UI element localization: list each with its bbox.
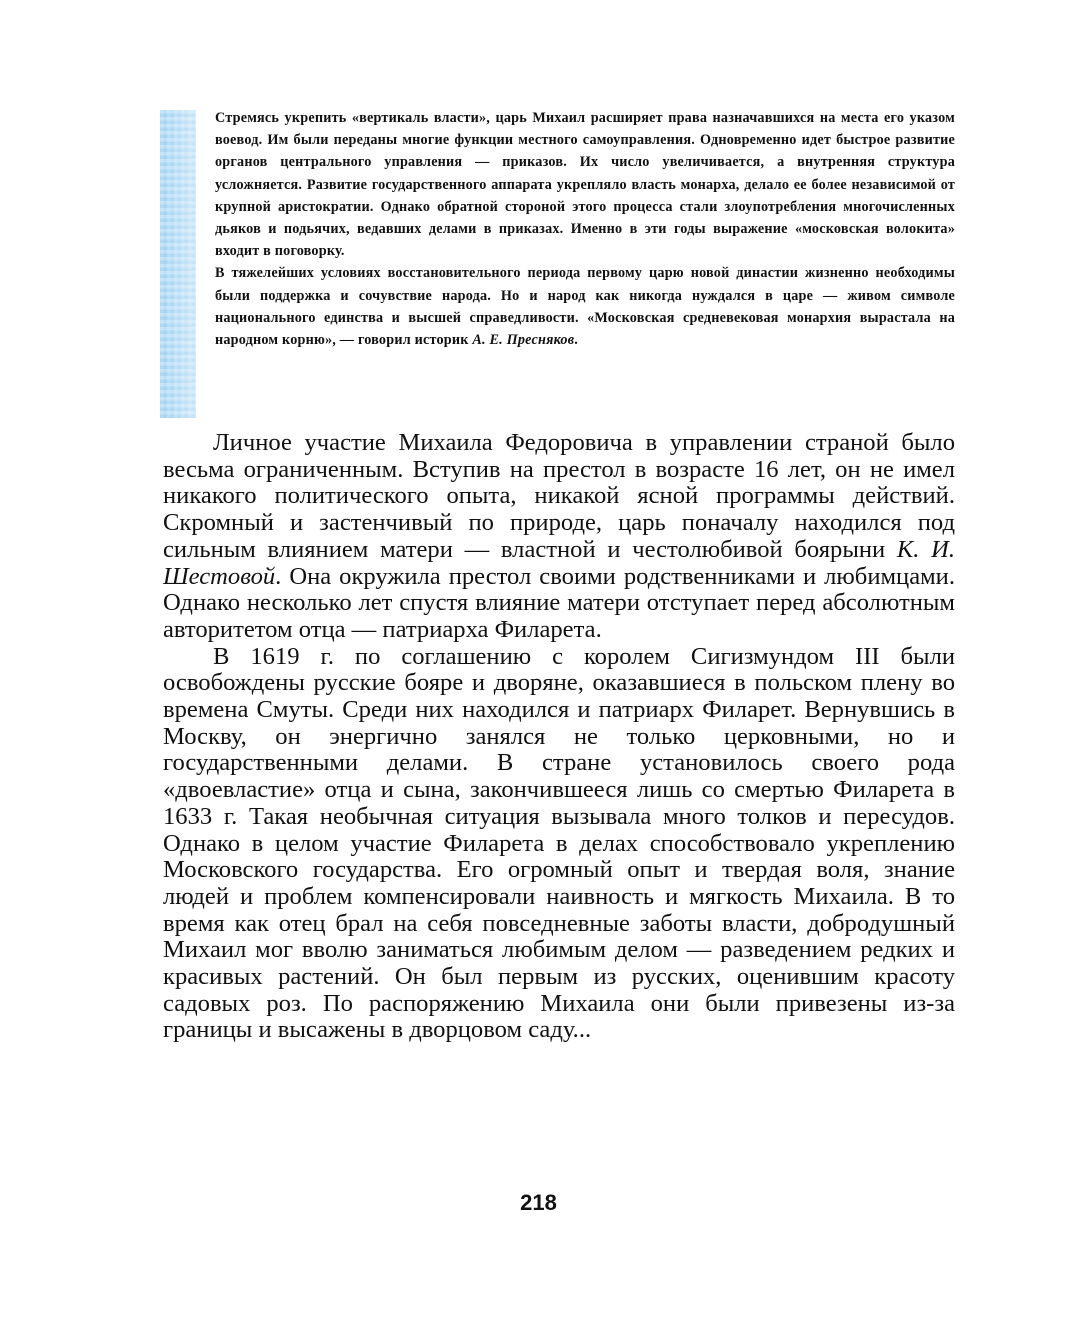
sidebar-note <box>215 107 955 351</box>
sidebar-paragraph-text: Стремясь укрепить «вертикаль власти», царь Михаил расширяет права назначавшихся на места его указом воевод. Им были переданы многие функции местного самоуправления. Одновременно идет быстрое развитие органов центрального управления — приказов. Их число увеличивается, а внутренняя структура усложняется. Развитие государственного аппарата укрепляло власть монарха, делало ее более независимой от крупной аристократии. Однако обратной стороной этого процесса стали злоупотребления многочисленных дьяков и подьячих, ведавших делами в приказах. Именно в эти годы выражение «московская волокита» входит в поговорку. <box>215 110 955 260</box>
sidebar-accent-bar <box>160 110 196 418</box>
body-paragraph <box>163 430 955 644</box>
sidebar-paragraph-text: В тяжелейших условиях восстановительного периода первому царю новой династии жизненно необходимы были поддержка и сочувствие народа. Но и народ как никогда нуждался в царе — живом символе национального единства и высшей справедливости. «Московская средневековая монархия вырастала на народном корню», — говорил историк <box>215 265 955 349</box>
sidebar-paragraph <box>215 107 955 262</box>
body-paragraph-text: Личное участие Михаила Федоровича в управлении страной было весьма ограниченным. Вступив на престол в возрасте 16 лет, он не имел никакого политического опыта, никакой ясной программы действий. Скромный и застенчивый по природе, царь поначалу находился под сильным влиянием матери — властной и честолюбивой боярыни <box>163 429 955 563</box>
sidebar-paragraph <box>215 262 955 351</box>
page-number: 218 <box>520 1190 557 1215</box>
main-text <box>163 430 955 1044</box>
body-paragraph-text: В 1619 г. по соглашению с королем Сигизмундом III были освобождены русские бояре и дворяне, оказавшиеся в польском плену во времена Смуты. Среди них находился и патриарх Филарет. Вернувшись в Москву, он энергично занялся не только церковными, но и государственными делами. В стране установилось своего рода «двоевластие» отца и сына, закончившееся лишь со смертью Филарета в 1633 г. Такая необычная ситуация вызывала много толков и пересудов. Однако в целом участие Филарета в делах способствовало укреплению Московского государства. Его огромный опыт и твердая воля, знание людей и проблем компенсировали наивность и мягкость Михаила. В то время как отец брал на себя повседневные заботы власти, добродушный Михаил мог вволю заниматься любимым делом — разведением редких и красивых растений. Он был первым из русских, оценившим красоту садовых роз. По распоряжению Михаила они были привезены из-за границы и высажены в дворцовом саду... <box>163 642 955 1044</box>
person-name: К. И. Шестовой <box>163 535 955 590</box>
body-paragraph-text: . Она окружила престол своими родственниками и любимцами. Однако несколько лет спустя влияние матери отступает перед абсолютным авторитетом отца — патриарха Филарета. <box>163 562 955 643</box>
sidebar-paragraph-end: . <box>574 332 579 349</box>
historian-name: А. Е. Пресняков <box>472 332 575 349</box>
body-paragraph <box>163 644 955 1045</box>
